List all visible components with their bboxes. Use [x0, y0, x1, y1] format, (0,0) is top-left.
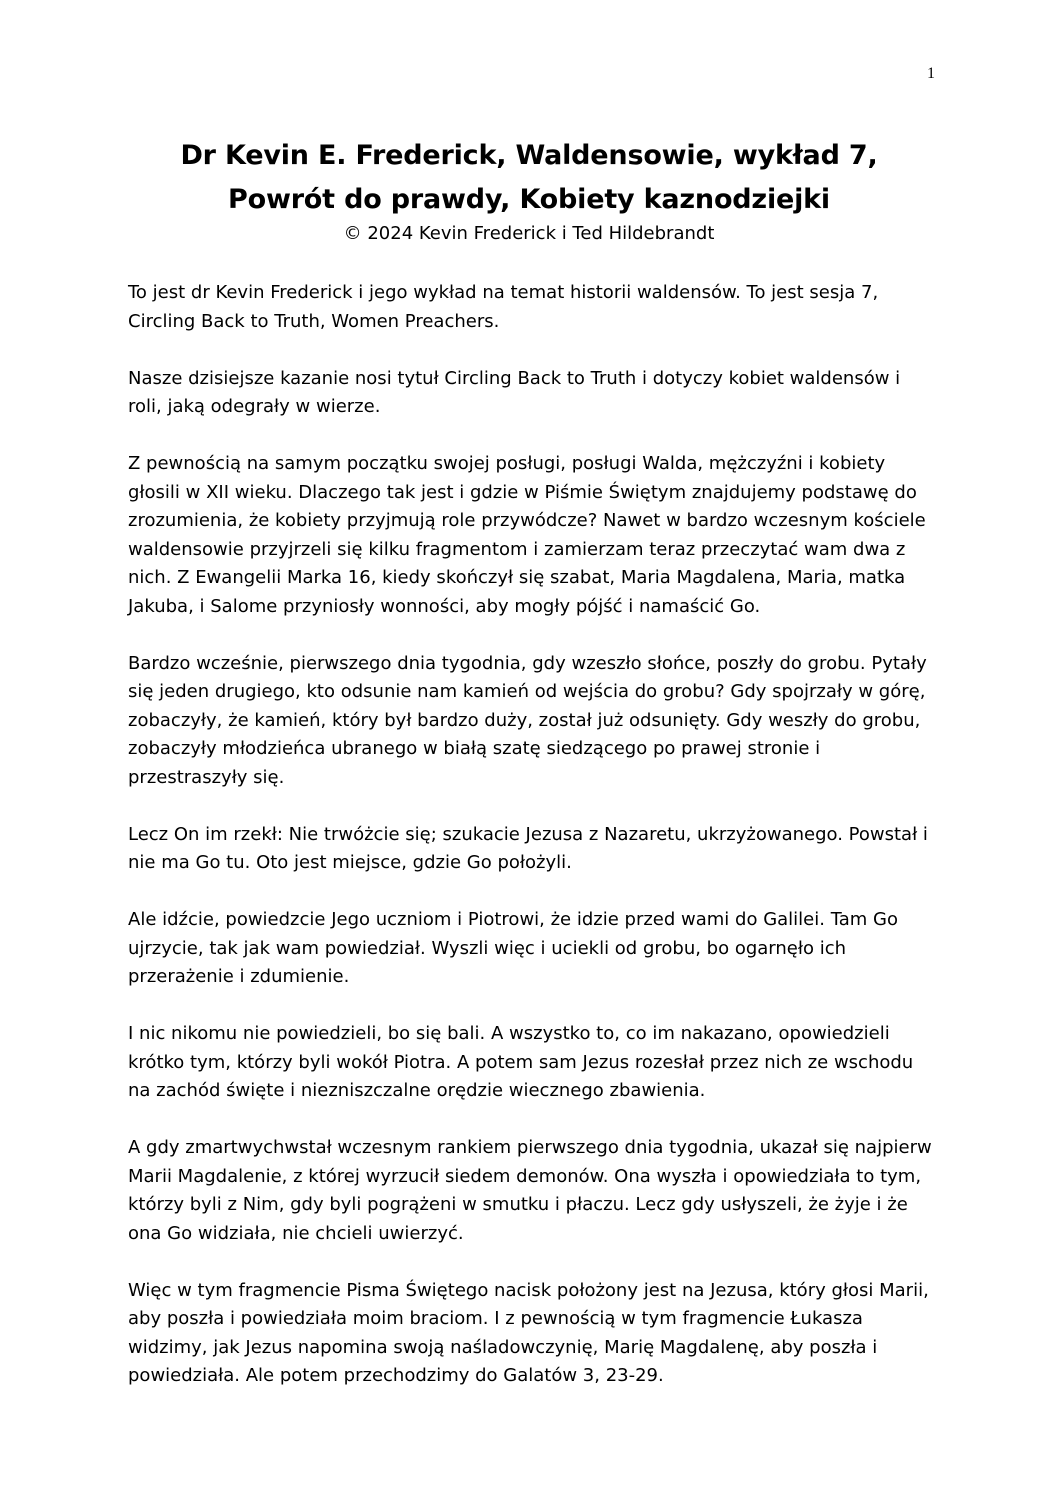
document-title-line-2: Powrót do prawdy, Kobiety kaznodziejki	[228, 184, 830, 215]
paragraph: Bardzo wcześnie, pierwszego dnia tygodnia, gdy wzeszło słońce, poszły do grobu. Pytały się jeden drugiego, kto odsunie nam kamień od wejścia do grobu? Gdy spojrzały w górę, zobaczyły, że kamień, który był bardzo duży, został już odsunięty. Gdy weszły do grobu, zobaczyły młodzieńca ubranego w białą szatę siedzącego po prawej stronie i przestraszyły się.	[128, 652, 927, 788]
copyright-notice: © 2024 Kevin Frederick i Ted Hildebrandt	[343, 223, 715, 244]
paragraph: Z pewnością na samym początku swojej posługi, posługi Walda, mężczyźni i kobiety głosili w XII wieku. Dlaczego tak jest i gdzie w Piśmie Świętym znajdujemy podstawę do zrozumienia, że kobiety przyjmują role przywódcze? Nawet w bardzo wczesnym kościele waldensowie przyjrzeli się kilku fragmentom i zamierzam teraz przeczytać wam dwa z nich. Z Ewangelii Marka 16, kiedy skończył się szabat, Maria Magdalena, Maria, matka Jakuba, i Salome przyniosły wonności, aby mogły pójść i namaścić Go.	[128, 453, 926, 617]
page-number: 1	[927, 65, 935, 82]
paragraph: Ale idźcie, powiedzcie Jego uczniom i Piotrowi, że idzie przed wami do Galilei. Tam Go ujrzycie, tak jak wam powiedział. Wyszli więc i uciekli od grobu, bo ogarnęło ich przerażenie i zdumienie.	[128, 909, 898, 987]
paragraph: Nasze dzisiejsze kazanie nosi tytuł Circling Back to Truth i dotyczy kobiet waldensów i roli, jaką odegrały w wierze.	[128, 367, 901, 417]
document-body	[128, 279, 933, 1391]
paragraph: A gdy zmartwychwstał wczesnym rankiem pierwszego dnia tygodnia, ukazał się najpierw Marii Magdalenie, z której wyrzucił siedem demonów. Ona wyszła i opowiedziała to tym, którzy byli z Nim, gdy byli pogrążeni w smutku i płaczu. Lecz gdy usłyszeli, że żyje i że ona Go widziała, nie chcieli uwierzyć.	[128, 1137, 932, 1244]
paragraph: I nic nikomu nie powiedzieli, bo się bali. A wszystko to, co im nakazano, opowiedzieli krótko tym, którzy byli wokół Piotra. A potem sam Jezus rozesłał przez nich ze wschodu na zachód święte i niezniszczalne orędzie wiecznego zbawienia.	[128, 1023, 914, 1101]
title-block	[100, 134, 958, 246]
paragraph: To jest dr Kevin Frederick i jego wykład na temat historii waldensów. To jest sesja 7, Circling Back to Truth, Women Preachers.	[128, 282, 879, 332]
paragraph: Lecz On im rzekł: Nie trwóżcie się; szukacie Jezusa z Nazaretu, ukrzyżowanego. Powstał i nie ma Go tu. Oto jest miejsce, gdzie Go położyli.	[128, 823, 928, 873]
paragraph: Więc w tym fragmencie Pisma Świętego nacisk położony jest na Jezusa, który głosi Marii, aby poszła i powiedziała moim braciom. I z pewnością w tym fragmencie Łukasza widzimy, jak Jezus napomina swoją naśladowczynię, Marię Magdalenę, aby poszła i powiedziała. Ale potem przechodzimy do Galatów 3, 23-29.	[128, 1279, 929, 1386]
document-title-line-1: Dr Kevin E. Frederick, Waldensowie, wykład 7,	[180, 140, 878, 171]
